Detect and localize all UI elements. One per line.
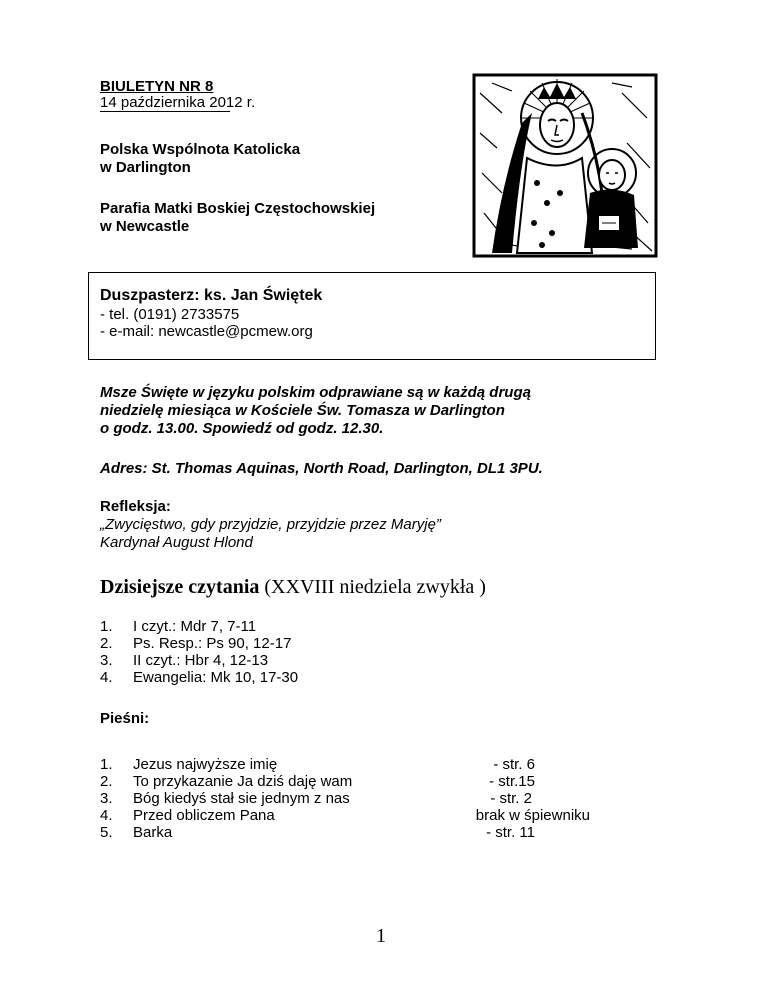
reading-text: II czyt.: Hbr 4, 12-13 bbox=[133, 652, 269, 669]
song-title: Barka bbox=[133, 824, 173, 841]
song-page: - str.15 bbox=[489, 773, 535, 790]
list-item bbox=[100, 635, 420, 652]
pastor-name: Duszpasterz: ks. Jan Świętek bbox=[100, 287, 323, 304]
song-number: 4. bbox=[100, 807, 113, 824]
song-page: - str. 11 bbox=[486, 824, 535, 841]
song-title: Bóg kiedyś stał sie jednym z nas bbox=[133, 790, 350, 807]
readings-list bbox=[100, 618, 420, 686]
song-number: 5. bbox=[100, 824, 113, 841]
community-line1: Polska Wspólnota Katolicka bbox=[100, 141, 301, 158]
reflection-author: Kardynał August Hlond bbox=[100, 534, 253, 551]
masses-line3: o godz. 13.00. Spowiedź od godz. 12.30. bbox=[100, 420, 384, 437]
reading-text: I czyt.: Mdr 7, 7-11 bbox=[133, 618, 257, 635]
list-item bbox=[100, 790, 590, 807]
reading-text: Ewangelia: Mk 10, 17-30 bbox=[133, 669, 299, 686]
song-title: Przed obliczem Pana bbox=[133, 807, 275, 824]
list-item bbox=[100, 773, 590, 790]
list-item bbox=[100, 756, 590, 773]
song-number: 1. bbox=[100, 756, 113, 773]
contact-box bbox=[88, 272, 656, 360]
community-line2: w Darlington bbox=[100, 159, 191, 176]
list-item bbox=[100, 652, 420, 669]
readings-title: Dzisiejsze czytania bbox=[100, 576, 260, 598]
song-title: Jezus najwyższe imię bbox=[133, 756, 278, 773]
reading-number: 1. bbox=[100, 618, 113, 635]
bulletin-date: 14 października 2012 r. bbox=[100, 94, 256, 111]
song-page: brak w śpiewniku bbox=[475, 807, 590, 824]
masses-line1: Msze Święte w języku polskim odprawiane są w każdą drugą bbox=[100, 384, 531, 401]
song-title: To przykazanie Ja dziś daję wam bbox=[133, 773, 353, 790]
reflection-quote: „Zwycięstwo, gdy przyjdzie, przyjdzie przez Maryję” bbox=[100, 516, 441, 533]
song-number: 2. bbox=[100, 773, 113, 790]
song-page: - str. 2 bbox=[490, 790, 532, 807]
list-item bbox=[100, 618, 420, 635]
list-item bbox=[100, 669, 420, 686]
songs-label: Pieśni: bbox=[100, 710, 150, 727]
parish-line2: w Newcastle bbox=[100, 218, 190, 235]
address-line: Adres: St. Thomas Aquinas, North Road, Darlington, DL1 3PU. bbox=[100, 460, 543, 477]
list-item bbox=[100, 807, 590, 824]
reading-number: 3. bbox=[100, 652, 113, 669]
contact-phone: - tel. (0191) 2733575 bbox=[100, 306, 240, 323]
date-underline bbox=[100, 111, 230, 112]
bulletin-title: BIULETYN NR 8 bbox=[100, 78, 214, 95]
readings-subtitle: (XXVIII niedziela zwykła ) bbox=[264, 576, 486, 598]
contact-email[interactable]: - e-mail: newcastle@pcmew.org bbox=[100, 323, 313, 340]
song-page: - str. 6 bbox=[493, 756, 535, 773]
readings-heading bbox=[100, 575, 486, 599]
reading-number: 2. bbox=[100, 635, 113, 652]
reading-number: 4. bbox=[100, 669, 113, 686]
masses-line2: niedzielę miesiąca w Kościele Św. Tomasza w Darlington bbox=[100, 402, 505, 419]
parish-line1: Parafia Matki Boskiej Częstochowskiej bbox=[100, 200, 376, 217]
list-item bbox=[100, 824, 590, 841]
song-number: 3. bbox=[100, 790, 113, 807]
reflection-label: Refleksja: bbox=[100, 498, 171, 515]
page-number: 1 bbox=[376, 925, 386, 947]
reading-text: Ps. Resp.: Ps 90, 12-17 bbox=[133, 635, 292, 652]
madonna-and-child-icon bbox=[472, 73, 658, 258]
songs-list bbox=[100, 756, 590, 841]
